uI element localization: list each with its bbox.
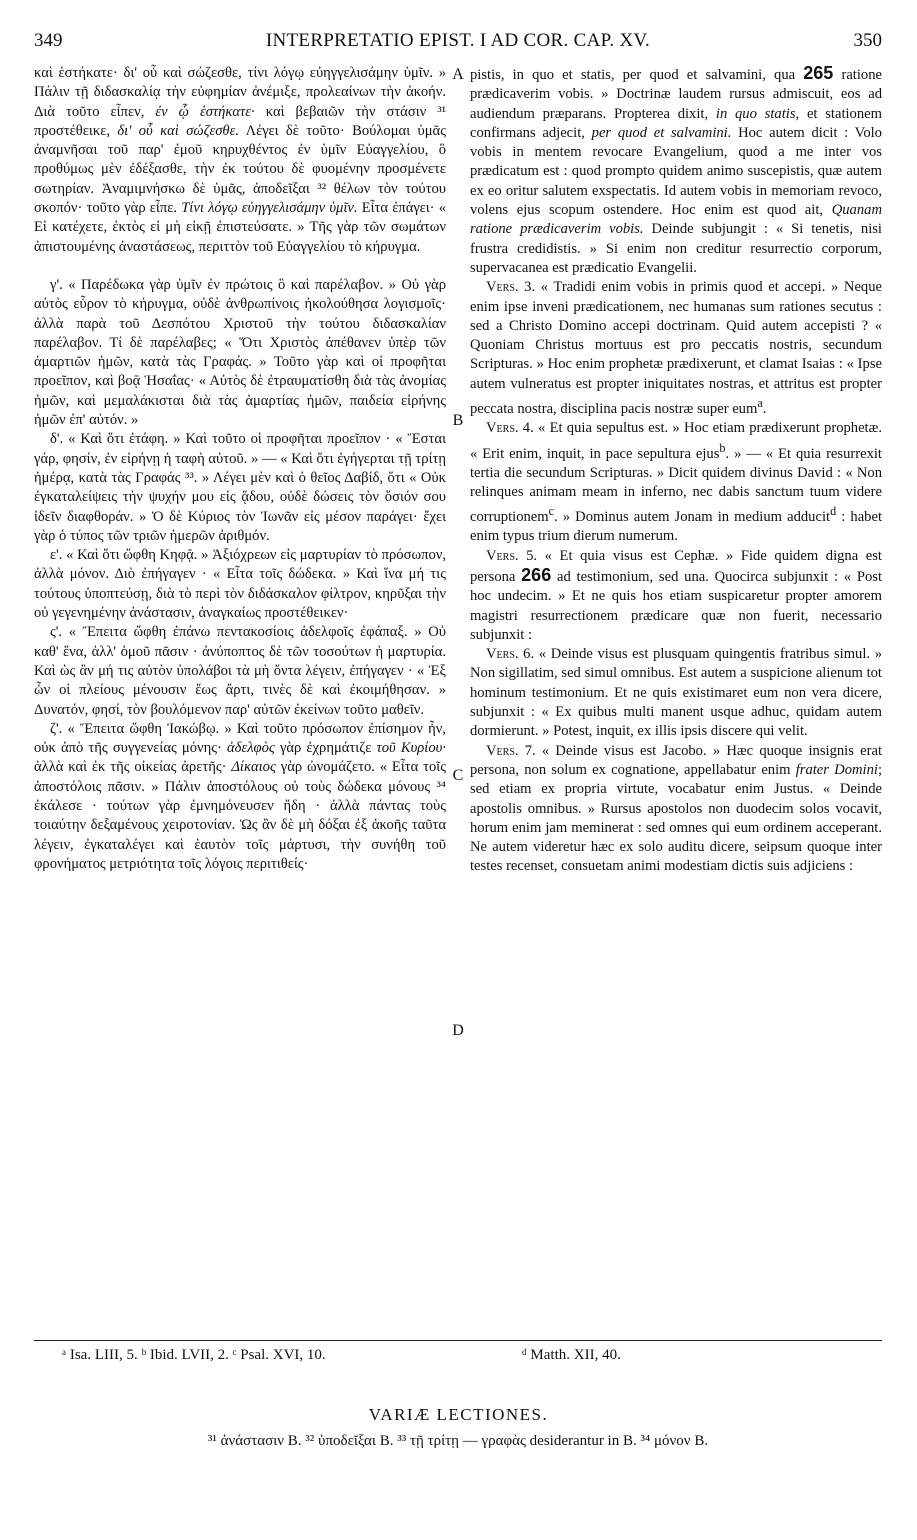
footnote-references-right: ᵈ Matth. XII, 40. [522, 1347, 621, 1363]
verse-label: Vers. 7. [486, 742, 536, 759]
verse-label: Vers. 4. [486, 420, 534, 437]
footnote-rule [34, 1340, 882, 1341]
greek-paragraph: ς'. « Ἔπειτα ὤφθη ἐπάνω πεντακοσίοις ἀδελφοῖς ἐφάπαξ. » Οὐ καθ' ἕνα, ἀλλ' ὁμοῦ πᾶσιν · ἀνύποπτος δὲ τῶν τοσούτων ἡ μαρτυρία. Καὶ ὡς ἂν μή τις αὐτὸν ὑπολάβοι τὰ μὴ ὄντα λέγειν, ἐπήγαγεν · « Ἐξ ὧν οἱ πλείους μένουσιν ἕως ἄρτι, τινὲς δὲ καὶ ἐκοιμήθησαν. » Δυνατόν, φησί, τὸν βουλόμενον παρ' αὐτῶν ἐκείνων τοῦτο μαθεῖν. [34, 624, 446, 718]
margin-letter-d: D [452, 1022, 464, 1039]
latin-paragraph: pistis, in quo et statis, per quod et salvamini, qua 265 ratione prædicaverim vobis. » Doctrinæ laudem rursus admiscuit, eos ad audiendum præparans. Propterea dixit, in quo statis, et stationem confirmans adjecit, per quod et salvamini. Hoc autem dicit : Volo vobis in mentem revocare Evangelium, quod a me inter vos prædicatum est : quod prompto quidem animo suscepistis, quæ autem ex eo oritur salutem exspectatis. Id autem vobis in memoriam revoco, volens ejus scopum ostendere. Hoc enim est quod ait, Quanam ratione prædicaverim vobis. Deinde subjungit : « Si tenetis, nisi frustra credidistis. » Si enim non creditur resurrectio corporum, supervacanea est prædicatio Evangelii. [470, 63, 882, 276]
variae-lectiones-title: VARIÆ LECTIONES. [368, 1405, 549, 1424]
greek-paragraph: ε'. « Καὶ ὅτι ὤφθη Κηφᾷ. » Ἀξιόχρεων εἰς μαρτυρίαν τὸ πρόσωπον, ἀλλὰ μόνον. Διὸ ἐπήγαγεν · « Εἶτα τοῖς δώδεκα. » Καὶ ἵνα μή τις τούτους ὑποπτεύσῃ, διὰ τὸ περὶ τὸν διδάσκαλον φίλτρον, κηρῦξαι τὴν οὐ γεγενημένην ἀνάστασιν, ἀναγκαίως προστέθεικεν· [34, 547, 446, 622]
greek-paragraph: δ'. « Καὶ ὅτι ἐτάφη. » Καὶ τοῦτο οἱ προφῆται προεῖπον · « Ἔσται γάρ, φησίν, ἐν εἰρήνῃ ἡ ταφὴ αὐτοῦ. » — « Καὶ ὅτι ἐγήγερται τῇ τρίτῃ ἡμέρᾳ, κατὰ τὰς Γραφάς ³³. » Λέγει μὲν καὶ ὁ θεῖος Δαβίδ, ὅτι « Οὐκ ἐγκαταλείψεις τὴν ψυχήν μου εἰς ᾅδου, οὐδὲ δώσεις τὸν ὅσιόν σου ἰδεῖν διαφθοράν. » Ὁ δὲ Κύριος τὸν Ἰωνᾶν εἰς μέσον παράγει· ἔχει γὰρ ὁ τύπος τῶν τριῶν ἡμερῶν ἀριθμόν. [34, 431, 446, 544]
column-number-265: 265 [803, 63, 834, 83]
page-number-left: 349 [34, 30, 63, 51]
running-header [34, 30, 882, 56]
latin-paragraph: Vers. 6. « Deinde visus est plusquam quingentis fratribus simul. » Non sigillatim, sed simul omnibus. Est autem a suspicione alienum tot hominum testimonium. Et ne quis existimaret eum non vera dicere, subjunxit : « Ex quibus multi manent usque adhuc, quidam autem dormierunt. » Potest, inquit, ex illis ipsis discere qui velit. [470, 646, 882, 740]
footnote-references-left: ᵃ Isa. LIII, 5. ᵇ Ibid. LVII, 2. ᶜ Psal. XVI, 10. [62, 1347, 326, 1363]
greek-column [34, 64, 446, 874]
margin-letter-b: B [452, 412, 464, 429]
latin-paragraph: Vers. 5. « Et quia visus est Cephæ. » Fide quidem digna est persona 266 ad testimonium, sed una. Quocirca subjunxit : « Post hoc undecim. » Et ne quis hos etiam suspicaretur propter amorem magistri resurrectionem prædicare quæ non fuerit, necessario subjunxit : [470, 547, 883, 643]
greek-paragraph: ζ'. « Ἔπειτα ὤφθη Ἰακώβῳ. » Καὶ τοῦτο πρόσωπον ἐπίσημον ἦν, οὐκ ἀπὸ τῆς συγγενείας μόνης· ἀδελφὸς γὰρ ἐχρημάτιζε τοῦ Κυρίου· ἀλλὰ καὶ ἐκ τῆς οἰκείας ἀρετῆς· Δίκαιος γὰρ ὠνομάζετο. « Εἶτα τοῖς ἀποστόλοις πᾶσιν. » Πάλιν ἀποστόλους οὐ τοὺς δώδεκα μόνους ³⁴ ἐκάλεσε · τούτων γὰρ ἐμνημόνευσεν ἤδη · ἀλλὰ πάντας τοὺς τοιαύτην δεξαμένους χειροτονίαν. Ὡς ἂν δὲ μὴ δόξαι ἐξ ἀκοῆς ταῦτα λέγειν, ἐγκαταλέγει καὶ ἑαυτὸν τοῖς μάρτυσι, τὴν συνήθη τοῦ φρονήματος μετριότητα τοῖς λόγοις περιτιθείς· [34, 720, 446, 872]
verse-label: Vers. 6. [486, 646, 535, 663]
column-number-266: 266 [521, 565, 552, 585]
variae-lectiones-text: ³¹ ἀνάστασιν B. ³² ὑποδεῖξαι B. ³³ τῇ τρίτῃ — γραφὰς desiderantur in B. ³⁴ μόνον B. [207, 1433, 709, 1449]
greek-paragraph: καὶ ἑστήκατε· δι' οὗ καὶ σώζεσθε, τίνι λόγῳ εὐηγγελισάμην ὑμῖν. » Πάλιν τῇ διδασκαλίᾳ τὴν εὐφημίαν ἀνέμιξε, προλεαίνων τὴν ἀκοήν. Διὰ τοῦτο εἶπεν, ἐν ᾧ ἑστήκατε· καὶ βεβαιῶν τὴν στάσιν ³¹ προστέθεικε, δι' οὗ καὶ σώζεσθε. Λέγει δὲ τοῦτο· Βούλομαι ὑμᾶς ἀναμνῆσαι τοῦ παρ' ἐμοῦ κηρυχθέντος ἐν ὑμῖν Εὐαγγελίου, ὃ προθύμως μὲν ἐδέξασθε, τὴν ἐκ τούτου δὲ φυομένην προσμένετε σωτηρίαν. Ἀναμιμνήσκω δὲ ὑμᾶς, ἀποδεῖξαι ³² θέλων τὸν τούτου σκοπόν· τοῦτο γὰρ εἶπε. Τίνι λόγῳ εὐηγγελισάμην ὑμῖν. Εἶτα ἐπάγει· « Εἰ κατέχετε, ἐκτὸς εἰ μὴ εἰκῇ ἐπιστεύσατε. » Τῆς γὰρ τῶν σωμάτων ἀπιστουμένης ἀναστάσεως, περιττὸν τοῦ Εὐαγγελίου τὸ κήρυγμα. [34, 65, 446, 255]
latin-paragraph: Vers. 3. « Tradidi enim vobis in primis quod et accepi. » Neque enim ipse inveni prædicationem, nec humanas sum rationes secutus : sed a Christo Domino accepi doctrinam. Quid autem accepisti ? « Quoniam Christus mortuus est pro peccatis nostris, secundum Scripturas. » Hoc enim prophetæ prædixerunt, et clamat Isaias : « Ipse autem vulneratus est propter iniquitates nostras, et attritus est propter peccata nostra, disciplina pacis nostræ super eum$^a$. [470, 279, 882, 417]
verse-label: Vers. 5. [486, 547, 538, 564]
latin-paragraph: Vers. 4. « Et quia sepultus est. » Hoc etiam prædixerunt prophetæ. « Erit enim, inquit, in pace sepultura ejus$^b$. » — « Et quia resurrexit tertia die secundum Scripturas. » Dicit quidem divinus David : « Non relinques animam meam in inferno, nec dabis sanctum tuum videre corruptionem$^c$. » Dominus autem Jonam in medium adducit$^d$ : habet enim typus trium dierum numerum. [470, 420, 883, 545]
latin-column [470, 64, 882, 877]
verse-label: Vers. 3. [486, 279, 536, 296]
footnotes [34, 1347, 882, 1369]
margin-letter-a: A [452, 66, 464, 83]
latin-paragraph: Vers. 7. « Deinde visus est Jacobo. » Hæc quoque insignis erat persona, non solum ex cognatione, appellabatur enim frater Domini; sed etiam ex propria virtute, vocabatur enim Justus. « Deinde apostolis omnibus. » Rursus apostolos non duodecim solos vocavit, horum enim jam meminerat : sed omnes qui eum ordinem acceperant. Ne autem videretur hæc ex solo auditu dicere, seipsum quoque inter testes recenset, consuetam animi modestiam dictis suis adjiciens : [470, 742, 882, 875]
greek-paragraph: γ'. « Παρέδωκα γὰρ ὑμῖν ἐν πρώτοις ὃ καὶ παρέλαβον. » Οὐ γὰρ αὐτὸς εὗρον τὸ κήρυγμα, οὐδὲ ἀνθρωπίνοις ἠκολούθησα λογισμοῖς· ἀλλὰ παρὰ τοῦ Δεσπότου Χριστοῦ τὴν τούτου διδασκαλίαν παρέλαβον. Τί δὲ παρέλαβες; « Ὅτι Χριστὸς ἀπέθανεν ὑπὲρ τῶν ἁμαρτιῶν ἡμῶν, κατὰ τὰς Γραφάς. » Τοῦτο γὰρ καὶ οἱ προφῆται προεῖπον, καὶ βοᾷ Ἡσαΐας· « Αὐτὸς δὲ ἐτραυματίσθη διὰ τὰς ἀνομίας ἡμῶν, καὶ μεμαλάκισται διὰ τὰς ἁμαρτίας ἡμῶν, παιδεία εἰρήνης ἡμῶν ἐπ' αὐτόν. » [34, 276, 446, 429]
page-number-right: 350 [853, 30, 882, 51]
margin-letter-c: C [452, 767, 464, 784]
running-title: INTERPRETATIO EPIST. I AD COR. CAP. XV. [265, 30, 651, 51]
